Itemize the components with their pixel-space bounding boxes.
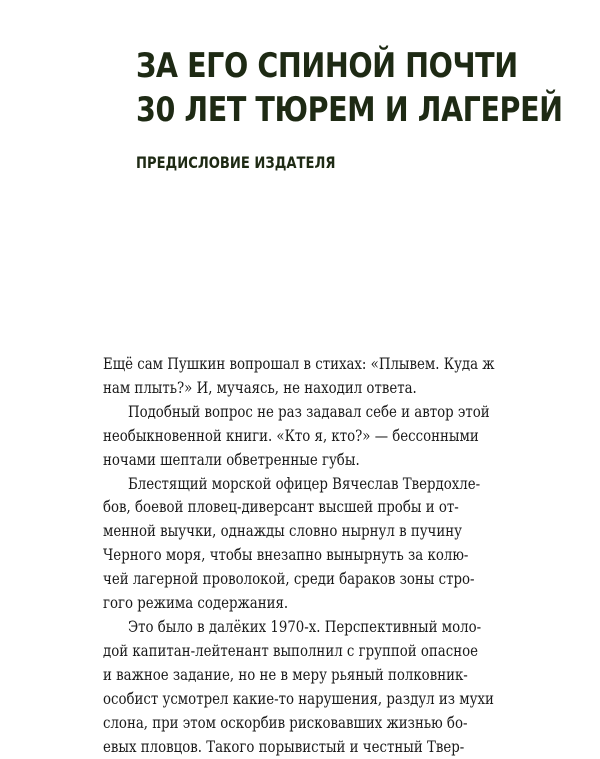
chapter-title-line-2: 30 ЛЕТ ТЮРЕМ И ЛАГЕРЕЙ xyxy=(136,88,489,132)
text-line: Черного моря, чтобы внезапно вынырнуть за колю- xyxy=(103,544,464,568)
text-line: Ещё сам Пушкин вопрошал в стихах: «Плывем. Куда ж xyxy=(103,353,464,377)
text-line: Подобный вопрос не раз задавал себе и автор этой xyxy=(103,401,464,425)
text-line: особист усмотрел какие-то нарушения, раздул из мухи xyxy=(103,688,464,712)
chapter-title-line-1: ЗА ЕГО СПИНОЙ ПОЧТИ xyxy=(136,44,489,88)
text-line: бов, боевой пловец-диверсант высшей пробы и от- xyxy=(103,496,464,520)
chapter-subtitle: ПРЕДИСЛОВИЕ ИЗДАТЕЛЯ xyxy=(136,152,335,174)
text-line: менной выучки, однажды словно нырнул в пучину xyxy=(103,520,464,544)
text-line: нам плыть?» И, мучаясь, не находил ответа. xyxy=(103,377,464,401)
text-line: гого режима содержания. xyxy=(103,592,464,616)
text-line: ночами шептали обветренные губы. xyxy=(103,449,464,473)
text-line: Блестящий морской офицер Вячеслав Твердохле- xyxy=(103,473,464,497)
text-line: евых пловцов. Такого порывистый и честный Твер- xyxy=(103,736,464,759)
text-line: дой капитан-лейтенант выполнил с группой опасное xyxy=(103,640,464,664)
text-line: слона, при этом оскорбив рисковавших жизнью бо- xyxy=(103,712,464,736)
text-line: и важное задание, но не в меру рьяный полковник- xyxy=(103,664,464,688)
chapter-title xyxy=(136,44,556,132)
text-line: Это было в далёких 1970-х. Перспективный моло- xyxy=(103,616,464,640)
body-text xyxy=(103,353,523,759)
text-line: необыкновенной книги. «Кто я, кто?» — бессонными xyxy=(103,425,464,449)
text-line: чей лагерной проволокой, среди бараков зоны стро- xyxy=(103,568,464,592)
